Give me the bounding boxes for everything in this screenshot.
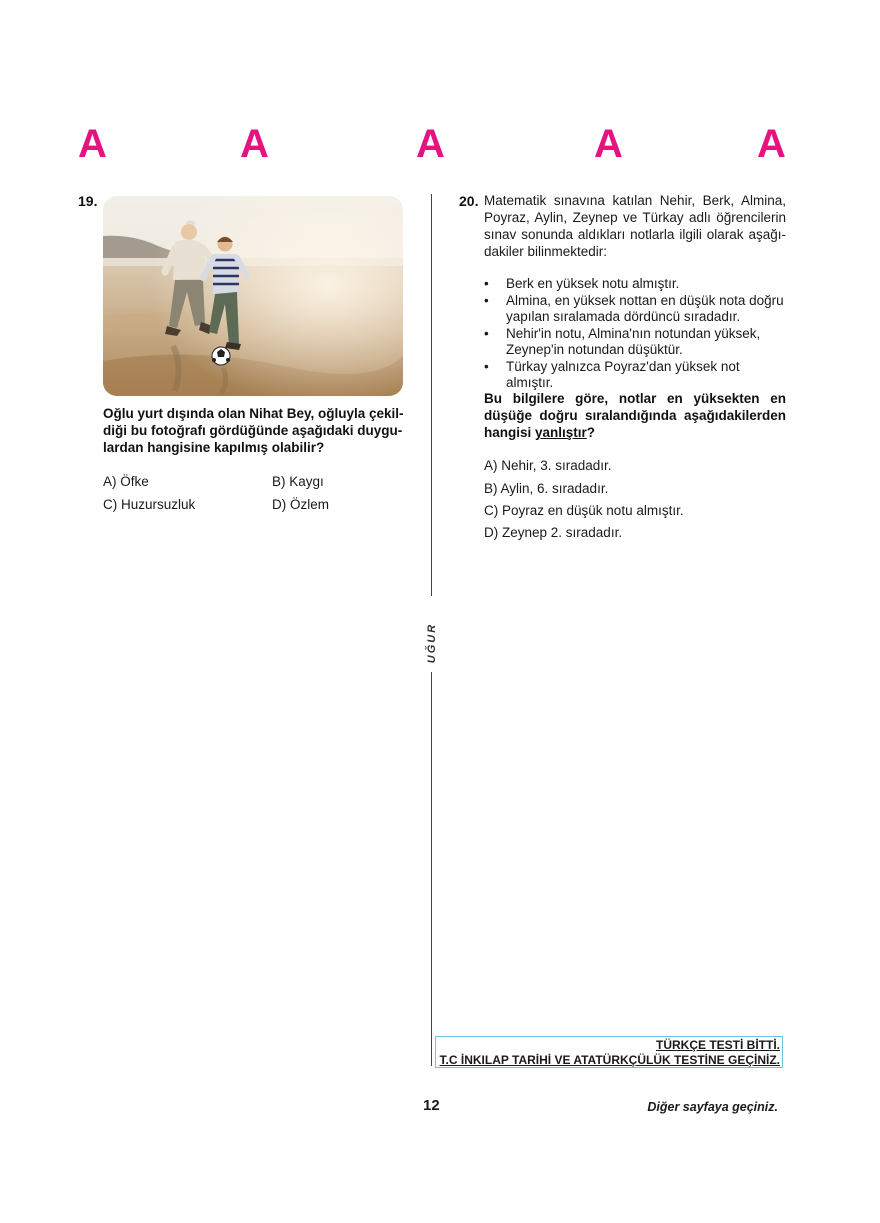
question-20-option-a[interactable]: A) Nehir, 3. sıradadır.	[484, 458, 612, 473]
question-19-option-a[interactable]: A) Öfke	[103, 474, 149, 489]
booklet-letter-4: A	[594, 122, 623, 166]
next-page-note: Diğer sayfaya geçiniz.	[647, 1100, 778, 1114]
question-20-stem-end: ?	[586, 425, 596, 440]
question-20-option-c[interactable]: C) Poyraz en düşük notu almıştır.	[484, 503, 684, 518]
column-divider-bottom	[431, 672, 432, 1066]
beach-football-photo	[103, 196, 403, 396]
question-19-option-c[interactable]: C) Huzursuzluk	[103, 497, 196, 512]
question-20-intro-text: Matematik sınavına katılan Nehir, Berk, Almina, Poyraz, Aylin, Zeynep ve Türkay adlı öğrencilerin sınav sonunda aldıkları notlarla ilgili olarak aşağı-dakiler bilinmektedir:	[484, 193, 786, 259]
fact-item-4	[484, 359, 786, 392]
brand-vertical-label	[424, 622, 440, 664]
question-20-option-b[interactable]: B) Aylin, 6. sıradadır.	[484, 481, 609, 496]
question-19-number: 19.	[78, 193, 98, 209]
page-number: 12	[423, 1097, 440, 1114]
fact-item-1	[484, 276, 786, 293]
bullet-icon: •	[484, 276, 489, 291]
booklet-letter-2: A	[240, 122, 269, 166]
fact-text-3: Nehir'in notu, Almina'nın notundan yüksek, Zeynep'in notundan düşüktür.	[506, 325, 761, 357]
fact-item-3	[484, 326, 786, 359]
fact-text-4: Türkay yalnızca Poyraz'dan yüksek not almıştır.	[506, 358, 740, 390]
bullet-icon: •	[484, 358, 489, 374]
question-20-number: 20.	[459, 193, 479, 209]
question-20-intro	[484, 192, 786, 260]
fact-text-1: Berk en yüksek notu almıştır.	[506, 276, 680, 291]
question-20-stem-emphasis: yanlıştır	[535, 425, 587, 440]
question-19-option-b[interactable]: B) Kaygı	[272, 474, 324, 489]
question-19-stem	[103, 405, 408, 456]
bullet-icon: •	[484, 292, 489, 308]
booklet-letter-1: A	[78, 122, 107, 166]
test-end-line-2: T.C İNKILAP TARİHİ VE ATATÜRKÇÜLÜK TESTİNE GEÇİNİZ.	[439, 1053, 780, 1067]
booklet-letter-5: A	[757, 122, 786, 166]
question-20-stem-main: Bu bilgilere göre, notlar en yüksekten en düşüğe doğru sıralandığında aşağıdakilerden hangisi	[484, 391, 786, 440]
test-end-notice	[435, 1036, 783, 1068]
brand-text: UĞUR	[426, 622, 438, 664]
booklet-letter-3: A	[416, 122, 445, 166]
question-20-stem	[484, 390, 786, 441]
question-19-stem-line-3: lardan hangisine kapılmış olabilir?	[103, 440, 325, 455]
fact-item-2	[484, 293, 786, 326]
test-end-line-1: TÜRKÇE TESTİ BİTTİ.	[656, 1038, 780, 1052]
question-20-option-d[interactable]: D) Zeynep 2. sıradadır.	[484, 525, 623, 540]
question-19-option-d[interactable]: D) Özlem	[272, 497, 329, 512]
question-19-stem-line-1: Oğlu yurt dışında olan Nihat Bey, oğluyla çekil-	[103, 406, 404, 421]
column-divider-top	[431, 194, 432, 596]
question-19-stem-line-2: diği bu fotoğrafı gördüğünde aşağıdaki duygu-	[103, 423, 403, 438]
bullet-icon: •	[484, 325, 489, 341]
question-20-facts-list	[484, 276, 786, 392]
fact-text-2: Almina, en yüksek nottan en düşük nota doğru yapılan sıralamada dördüncü sıradadır.	[506, 292, 784, 324]
